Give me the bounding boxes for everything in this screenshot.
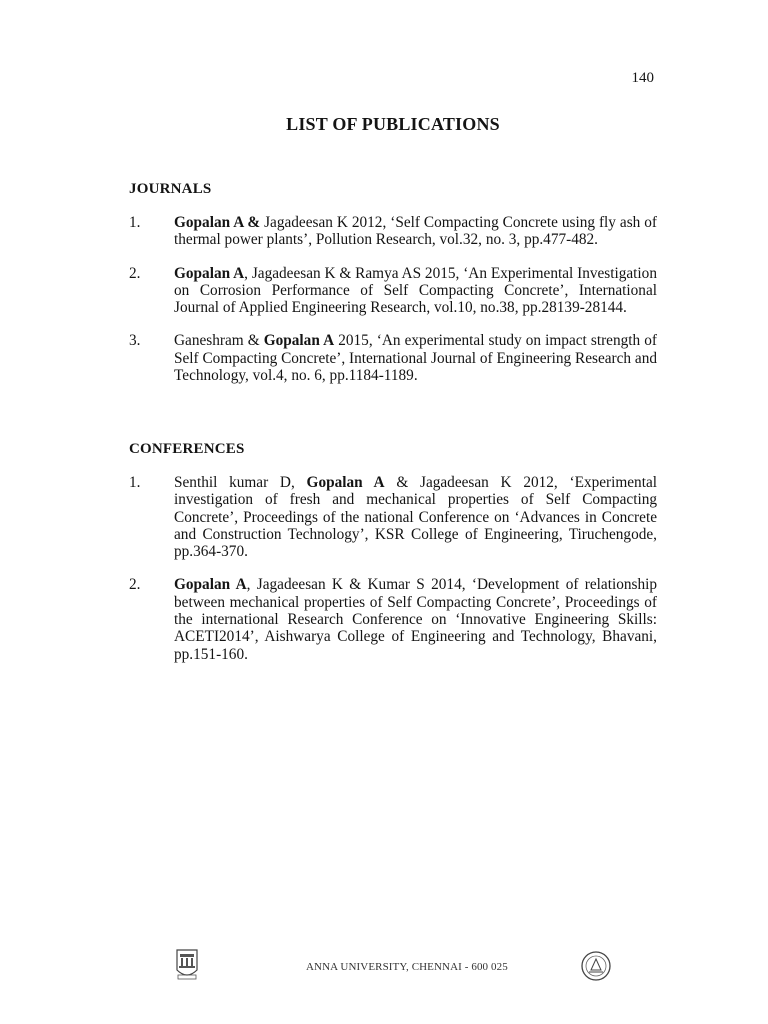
university-seal-icon — [174, 948, 200, 987]
citation — [174, 214, 657, 249]
journal-item — [129, 332, 657, 384]
citation — [174, 576, 657, 662]
citation-prefix: Ganeshram & — [174, 332, 264, 350]
citation — [174, 474, 657, 560]
citation — [174, 332, 657, 384]
conference-list — [129, 474, 657, 679]
emblem-seal-icon — [580, 950, 612, 987]
author-highlight: Gopalan A — [174, 576, 247, 594]
item-number: 3. — [129, 332, 141, 350]
item-number: 1. — [129, 474, 141, 491]
citation-rest: , Jagadeesan K & Ramya AS 2015, ‘An Experimental Investigation on Corrosion Performance of Self Compacting Concrete’, International Journal of Applied Engineering Research, vol.10, no.38, pp.28139-28144. — [174, 264, 657, 317]
journal-item — [129, 265, 657, 317]
journal-list — [129, 214, 657, 400]
conference-item — [129, 474, 657, 560]
journal-item — [129, 214, 657, 249]
page-number: 140 — [631, 70, 654, 86]
author-highlight: Gopalan A — [174, 264, 245, 282]
citation-rest: & Jagadeesan K 2012, ‘Experimental investigation of fresh and mechanical properties of Self Compacting Concrete’, Proceedings of the national Conference on ‘Advances in Concrete and Construction Technology’, KSR College of Engineering, Tiruchengode, pp.364-370. — [174, 474, 657, 561]
citation-rest: Jagadeesan K 2012, ‘Self Compacting Concrete using fly ash of thermal power plants’, Pollution Research, vol.32, no. 3, pp.477-482. — [174, 214, 657, 249]
item-number: 2. — [129, 264, 141, 282]
citation-prefix: Senthil kumar D, — [174, 474, 307, 491]
citation-rest: 2015, ‘An experimental study on impact strength of Self Compacting Concrete’, International Journal of Engineering Research and Technology, vol.4, no. 6, pp.1184-1189. — [174, 332, 657, 385]
footer-university-name: ANNA UNIVERSITY, CHENNAI - 600 025 — [306, 961, 508, 973]
citation — [174, 265, 657, 317]
citation-rest: , Jagadeesan K & Kumar S 2014, ‘Development of relationship between mechanical properties of Self Compacting Concrete’, Proceedings of the international Research Conference on ‘Innovative Engineering Skills: ACETI2014’, Aishwarya College of Engineering and Technology, Bhavani, pp.151-160. — [174, 576, 657, 663]
author-highlight: Gopalan A & — [174, 214, 261, 231]
conference-item — [129, 576, 657, 662]
item-number: 2. — [129, 576, 141, 594]
section-heading-conferences: CONFERENCES — [129, 441, 245, 457]
author-highlight: Gopalan A — [263, 332, 335, 350]
item-number: 1. — [129, 214, 141, 231]
section-heading-journals: JOURNALS — [129, 181, 212, 197]
page-title: LIST OF PUBLICATIONS — [286, 114, 500, 134]
page-footer — [0, 948, 768, 984]
author-highlight: Gopalan A — [306, 474, 385, 491]
